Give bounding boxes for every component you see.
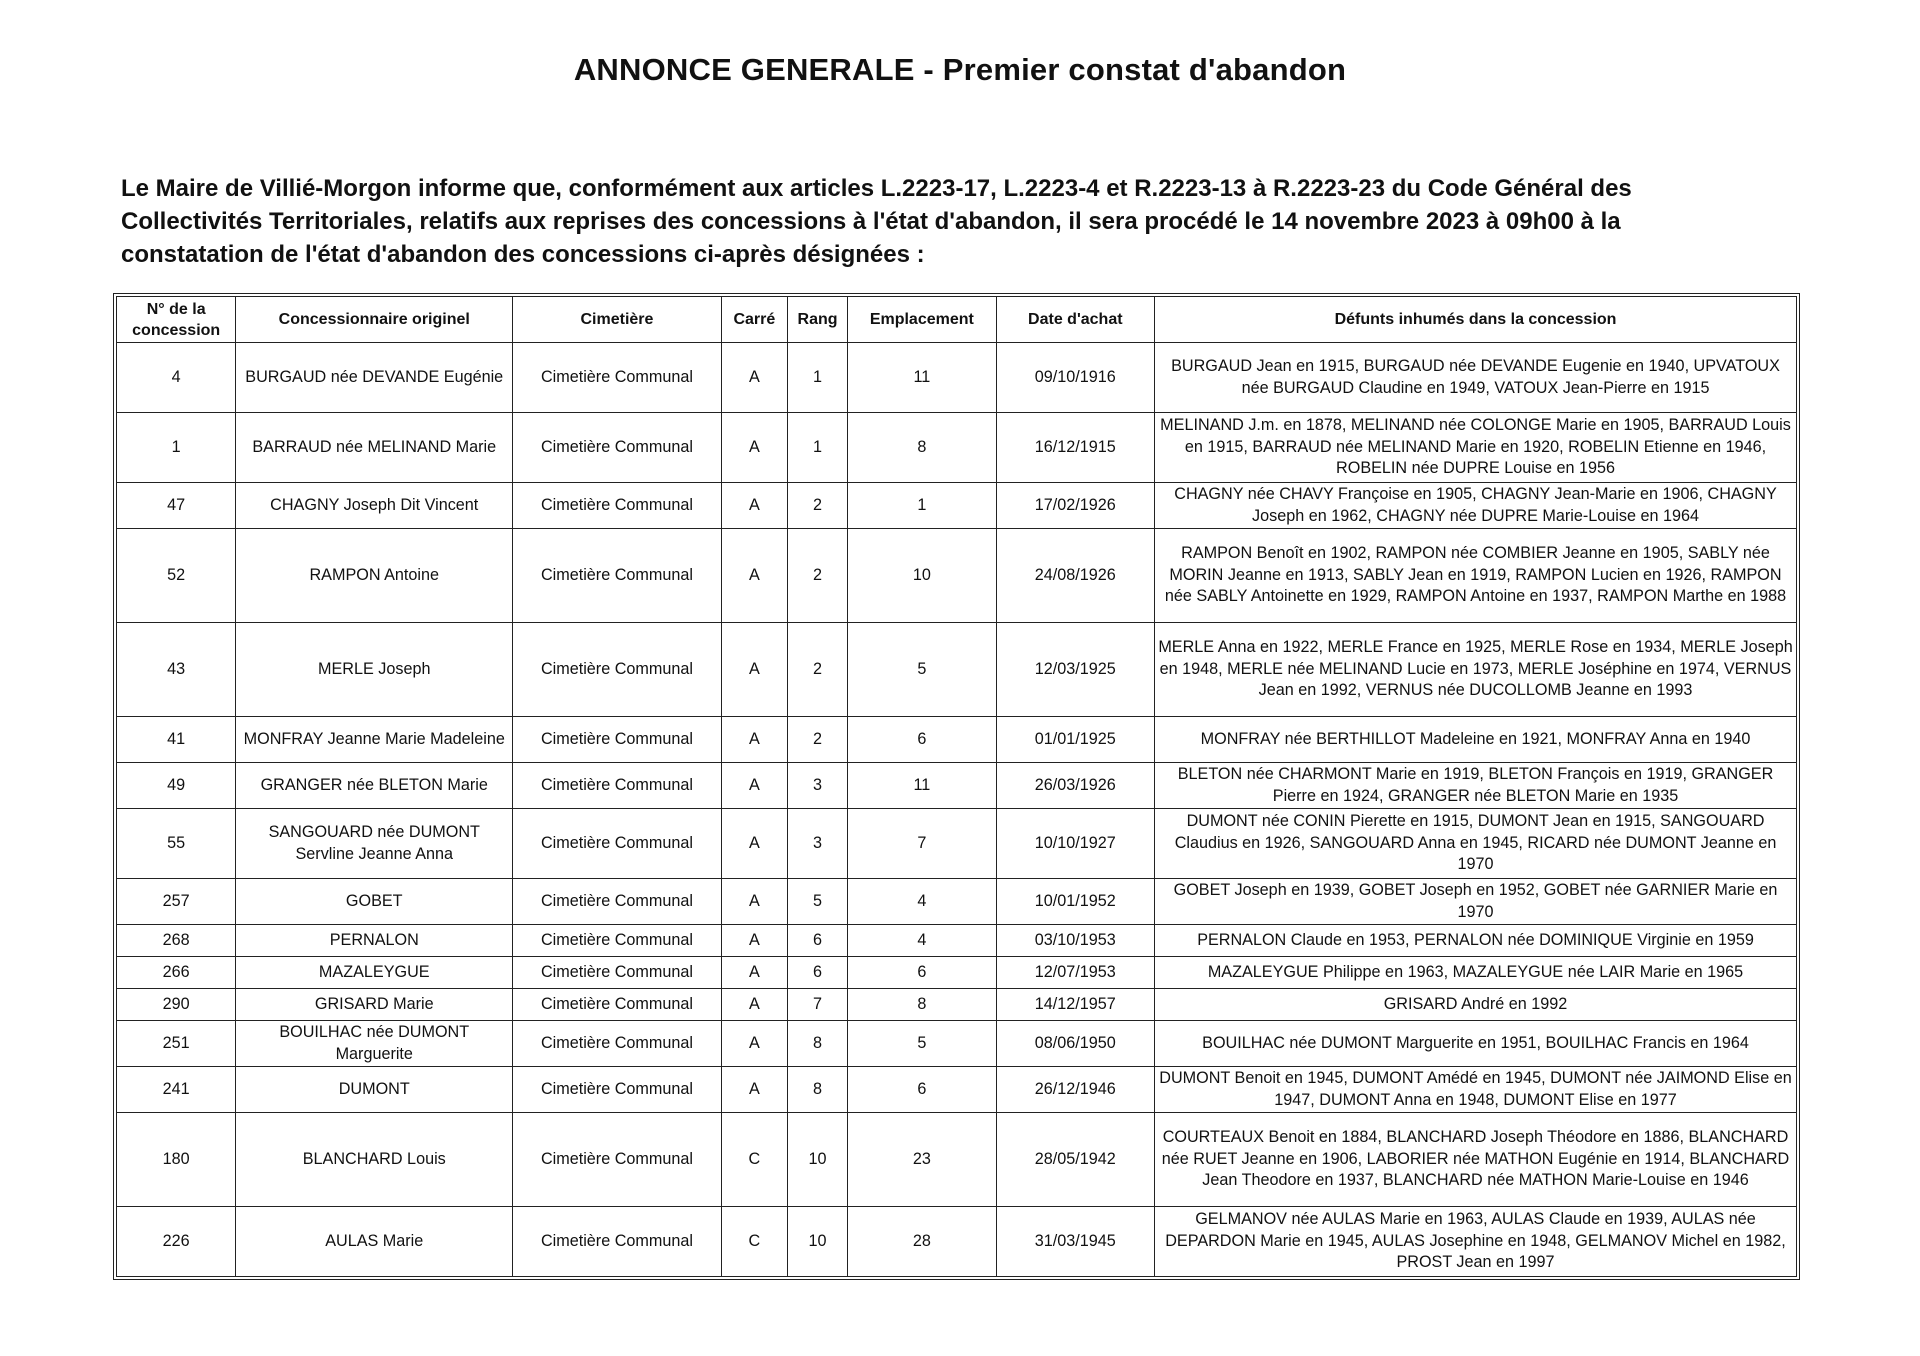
cell-cimetiere: Cimetière Communal — [513, 989, 722, 1021]
cell-defunts: BURGAUD Jean en 1915, BURGAUD née DEVANDE Eugenie en 1940, UPVATOUX née BURGAUD Claudine en 1949, VATOUX Jean-Pierre en 1915 — [1155, 343, 1797, 413]
cell-date: 26/12/1946 — [996, 1067, 1154, 1113]
cell-defunts: PERNALON Claude en 1953, PERNALON née DOMINIQUE Virginie en 1959 — [1155, 925, 1797, 957]
cell-defunts: GRISARD André en 1992 — [1155, 989, 1797, 1021]
cell-cimetiere: Cimetière Communal — [513, 1067, 722, 1113]
cell-cimetiere: Cimetière Communal — [513, 925, 722, 957]
cell-num: 290 — [117, 989, 236, 1021]
intro-line: Le Maire de Villié-Morgon informe que, conformément aux articles L.2223-17, L.2223-4 et R.2223-13 à R.2223-23 du Code Général des — [121, 175, 1632, 202]
cell-carre: C — [721, 1113, 787, 1207]
cell-rang: 1 — [787, 343, 847, 413]
cell-carre: A — [721, 809, 787, 879]
cell-rang: 2 — [787, 529, 847, 623]
header-cimetiere: Cimetière — [513, 297, 722, 343]
document-title: ANNONCE GENERALE - Premier constat d'abandon — [573, 52, 1347, 87]
cell-emplacement: 23 — [848, 1113, 996, 1207]
cell-date: 31/03/1945 — [996, 1207, 1154, 1277]
cell-carre: A — [721, 623, 787, 717]
cell-num: 41 — [117, 717, 236, 763]
cell-date: 14/12/1957 — [996, 989, 1154, 1021]
header-date: Date d'achat — [996, 297, 1154, 343]
cell-defunts: DUMONT née CONIN Pierette en 1915, DUMONT Jean en 1915, SANGOUARD Claudius en 1926, SANGOUARD Anna en 1945, RICARD née DUMONT Jeanne en 1970 — [1155, 809, 1797, 879]
cell-rang: 8 — [787, 1021, 847, 1067]
cell-rang: 2 — [787, 717, 847, 763]
cell-rang: 2 — [787, 483, 847, 529]
cell-defunts: MERLE Anna en 1922, MERLE France en 1925, MERLE Rose en 1934, MERLE Joseph en 1948, MERLE née MELINAND Lucie en 1973, MERLE Joséphine en 1974, VERNUS Jean en 1992, VERNUS née DUCOLLOMB Jeanne en 1993 — [1155, 623, 1797, 717]
table-row — [117, 343, 1797, 413]
cell-emplacement: 11 — [848, 343, 996, 413]
cell-defunts: DUMONT Benoit en 1945, DUMONT Amédé en 1945, DUMONT née JAIMOND Elise en 1947, DUMONT Anna en 1948, DUMONT Elise en 1977 — [1155, 1067, 1797, 1113]
cell-concessionnaire: GRISARD Marie — [236, 989, 513, 1021]
cell-emplacement: 5 — [848, 1021, 996, 1067]
cell-rang: 8 — [787, 1067, 847, 1113]
cell-concessionnaire: SANGOUARD née DUMONT Servline Jeanne Anna — [236, 809, 513, 879]
cell-date: 28/05/1942 — [996, 1113, 1154, 1207]
cell-date: 24/08/1926 — [996, 529, 1154, 623]
cell-rang: 10 — [787, 1113, 847, 1207]
cell-rang: 1 — [787, 413, 847, 483]
table-row — [117, 957, 1797, 989]
cell-defunts: COURTEAUX Benoit en 1884, BLANCHARD Joseph Théodore en 1886, BLANCHARD née RUET Jeanne en 1906, LABORIER née MATHON Eugénie en 1914, BLANCHARD Jean Theodore en 1937, BLANCHARD née MATHON Marie-Louise en 1946 — [1155, 1113, 1797, 1207]
cell-concessionnaire: PERNALON — [236, 925, 513, 957]
header-carre: Carré — [721, 297, 787, 343]
cell-cimetiere: Cimetière Communal — [513, 483, 722, 529]
cell-date: 12/03/1925 — [996, 623, 1154, 717]
cell-concessionnaire: MAZALEYGUE — [236, 957, 513, 989]
cell-carre: A — [721, 879, 787, 925]
cell-cimetiere: Cimetière Communal — [513, 957, 722, 989]
header-emplacement: Emplacement — [848, 297, 996, 343]
cell-date: 10/01/1952 — [996, 879, 1154, 925]
cell-cimetiere: Cimetière Communal — [513, 623, 722, 717]
cell-concessionnaire: GRANGER née BLETON Marie — [236, 763, 513, 809]
table-row — [117, 925, 1797, 957]
cell-rang: 3 — [787, 763, 847, 809]
table-row — [117, 763, 1797, 809]
cell-defunts: GELMANOV née AULAS Marie en 1963, AULAS Claude en 1939, AULAS née DEPARDON Marie en 1945, AULAS Josephine en 1948, GELMANOV Michel en 1982, PROST Jean en 1997 — [1155, 1207, 1797, 1277]
header-rang: Rang — [787, 297, 847, 343]
cell-carre: A — [721, 925, 787, 957]
cell-concessionnaire: CHAGNY Joseph Dit Vincent — [236, 483, 513, 529]
cell-defunts: MAZALEYGUE Philippe en 1963, MAZALEYGUE née LAIR Marie en 1965 — [1155, 957, 1797, 989]
cell-carre: A — [721, 763, 787, 809]
cell-cimetiere: Cimetière Communal — [513, 717, 722, 763]
table-row — [117, 623, 1797, 717]
cell-defunts: CHAGNY née CHAVY Françoise en 1905, CHAGNY Jean-Marie en 1906, CHAGNY Joseph en 1962, CHAGNY née DUPRE Marie-Louise en 1964 — [1155, 483, 1797, 529]
cell-emplacement: 10 — [848, 529, 996, 623]
cell-cimetiere: Cimetière Communal — [513, 879, 722, 925]
cell-cimetiere: Cimetière Communal — [513, 1113, 722, 1207]
cell-concessionnaire: BLANCHARD Louis — [236, 1113, 513, 1207]
cell-num: 49 — [117, 763, 236, 809]
cell-emplacement: 6 — [848, 957, 996, 989]
cell-rang: 7 — [787, 989, 847, 1021]
cell-emplacement: 28 — [848, 1207, 996, 1277]
cell-cimetiere: Cimetière Communal — [513, 763, 722, 809]
cell-num: 251 — [117, 1021, 236, 1067]
cell-emplacement: 4 — [848, 925, 996, 957]
cell-cimetiere: Cimetière Communal — [513, 413, 722, 483]
cell-num: 47 — [117, 483, 236, 529]
concessions-table-frame — [113, 293, 1800, 1280]
table-row — [117, 989, 1797, 1021]
cell-num: 268 — [117, 925, 236, 957]
cell-concessionnaire: BOUILHAC née DUMONT Marguerite — [236, 1021, 513, 1067]
cell-emplacement: 7 — [848, 809, 996, 879]
cell-defunts: RAMPON Benoît en 1902, RAMPON née COMBIER Jeanne en 1905, SABLY née MORIN Jeanne en 1913, SABLY Jean en 1919, RAMPON Lucien en 1926, RAMPON née SABLY Antoinette en 1929, RAMPON Antoine en 1937, RAMPON Marthe en 1988 — [1155, 529, 1797, 623]
intro-paragraph — [121, 172, 1821, 271]
cell-cimetiere: Cimetière Communal — [513, 1021, 722, 1067]
cell-date: 26/03/1926 — [996, 763, 1154, 809]
cell-num: 43 — [117, 623, 236, 717]
cell-num: 266 — [117, 957, 236, 989]
cell-num: 4 — [117, 343, 236, 413]
intro-line: constatation de l'état d'abandon des concessions ci-après désignées : — [121, 241, 925, 268]
cell-date: 03/10/1953 — [996, 925, 1154, 957]
cell-rang: 5 — [787, 879, 847, 925]
cell-emplacement: 4 — [848, 879, 996, 925]
cell-date: 17/02/1926 — [996, 483, 1154, 529]
table-row — [117, 413, 1797, 483]
cell-defunts: BOUILHAC née DUMONT Marguerite en 1951, BOUILHAC Francis en 1964 — [1155, 1021, 1797, 1067]
header-num: N° de la concession — [117, 297, 236, 343]
cell-defunts: BLETON née CHARMONT Marie en 1919, BLETON François en 1919, GRANGER Pierre en 1924, GRANGER née BLETON Marie en 1935 — [1155, 763, 1797, 809]
cell-concessionnaire: MONFRAY Jeanne Marie Madeleine — [236, 717, 513, 763]
cell-num: 180 — [117, 1113, 236, 1207]
cell-date: 10/10/1927 — [996, 809, 1154, 879]
cell-date: 09/10/1916 — [996, 343, 1154, 413]
table-row — [117, 1207, 1797, 1277]
cell-date: 16/12/1915 — [996, 413, 1154, 483]
cell-emplacement: 1 — [848, 483, 996, 529]
table-row — [117, 529, 1797, 623]
cell-emplacement: 5 — [848, 623, 996, 717]
table-row — [117, 1113, 1797, 1207]
table-row — [117, 1067, 1797, 1113]
cell-rang: 6 — [787, 957, 847, 989]
cell-num: 226 — [117, 1207, 236, 1277]
cell-defunts: MONFRAY née BERTHILLOT Madeleine en 1921, MONFRAY Anna en 1940 — [1155, 717, 1797, 763]
cell-rang: 10 — [787, 1207, 847, 1277]
cell-num: 257 — [117, 879, 236, 925]
cell-num: 1 — [117, 413, 236, 483]
table-row — [117, 879, 1797, 925]
cell-concessionnaire: AULAS Marie — [236, 1207, 513, 1277]
cell-num: 241 — [117, 1067, 236, 1113]
header-defunts: Défunts inhumés dans la concession — [1155, 297, 1797, 343]
table-row — [117, 809, 1797, 879]
cell-date: 12/07/1953 — [996, 957, 1154, 989]
cell-date: 01/01/1925 — [996, 717, 1154, 763]
cell-rang: 2 — [787, 623, 847, 717]
cell-cimetiere: Cimetière Communal — [513, 1207, 722, 1277]
cell-carre: A — [721, 483, 787, 529]
cell-concessionnaire: BARRAUD née MELINAND Marie — [236, 413, 513, 483]
cell-emplacement: 6 — [848, 717, 996, 763]
cell-concessionnaire: DUMONT — [236, 1067, 513, 1113]
cell-rang: 6 — [787, 925, 847, 957]
table-row — [117, 717, 1797, 763]
table-row — [117, 483, 1797, 529]
cell-carre: A — [721, 957, 787, 989]
cell-carre: A — [721, 529, 787, 623]
cell-concessionnaire: RAMPON Antoine — [236, 529, 513, 623]
cell-defunts: MELINAND J.m. en 1878, MELINAND née COLONGE Marie en 1905, BARRAUD Louis en 1915, BARRAUD née MELINAND Marie en 1920, ROBELIN Etienne en 1946, ROBELIN née DUPRE Louise en 1956 — [1155, 413, 1797, 483]
cell-carre: A — [721, 413, 787, 483]
intro-line: Collectivités Territoriales, relatifs aux reprises des concessions à l'état d'abandon, il sera procédé le 14 novembre 2023 à 09h00 à la — [121, 208, 1621, 235]
cell-cimetiere: Cimetière Communal — [513, 343, 722, 413]
cell-date: 08/06/1950 — [996, 1021, 1154, 1067]
cell-emplacement: 8 — [848, 413, 996, 483]
table-header-row — [117, 297, 1797, 343]
cell-cimetiere: Cimetière Communal — [513, 809, 722, 879]
concessions-table — [116, 296, 1797, 1277]
cell-concessionnaire: MERLE Joseph — [236, 623, 513, 717]
header-concessionnaire: Concessionnaire originel — [236, 297, 513, 343]
table-body — [117, 343, 1797, 1277]
cell-carre: A — [721, 1021, 787, 1067]
cell-num: 55 — [117, 809, 236, 879]
cell-carre: A — [721, 989, 787, 1021]
cell-concessionnaire: BURGAUD née DEVANDE Eugénie — [236, 343, 513, 413]
cell-num: 52 — [117, 529, 236, 623]
cell-carre: C — [721, 1207, 787, 1277]
cell-defunts: GOBET Joseph en 1939, GOBET Joseph en 1952, GOBET née GARNIER Marie en 1970 — [1155, 879, 1797, 925]
cell-emplacement: 8 — [848, 989, 996, 1021]
cell-concessionnaire: GOBET — [236, 879, 513, 925]
cell-emplacement: 11 — [848, 763, 996, 809]
cell-emplacement: 6 — [848, 1067, 996, 1113]
table-row — [117, 1021, 1797, 1067]
cell-rang: 3 — [787, 809, 847, 879]
cell-cimetiere: Cimetière Communal — [513, 529, 722, 623]
cell-carre: A — [721, 717, 787, 763]
cell-carre: A — [721, 1067, 787, 1113]
cell-carre: A — [721, 343, 787, 413]
